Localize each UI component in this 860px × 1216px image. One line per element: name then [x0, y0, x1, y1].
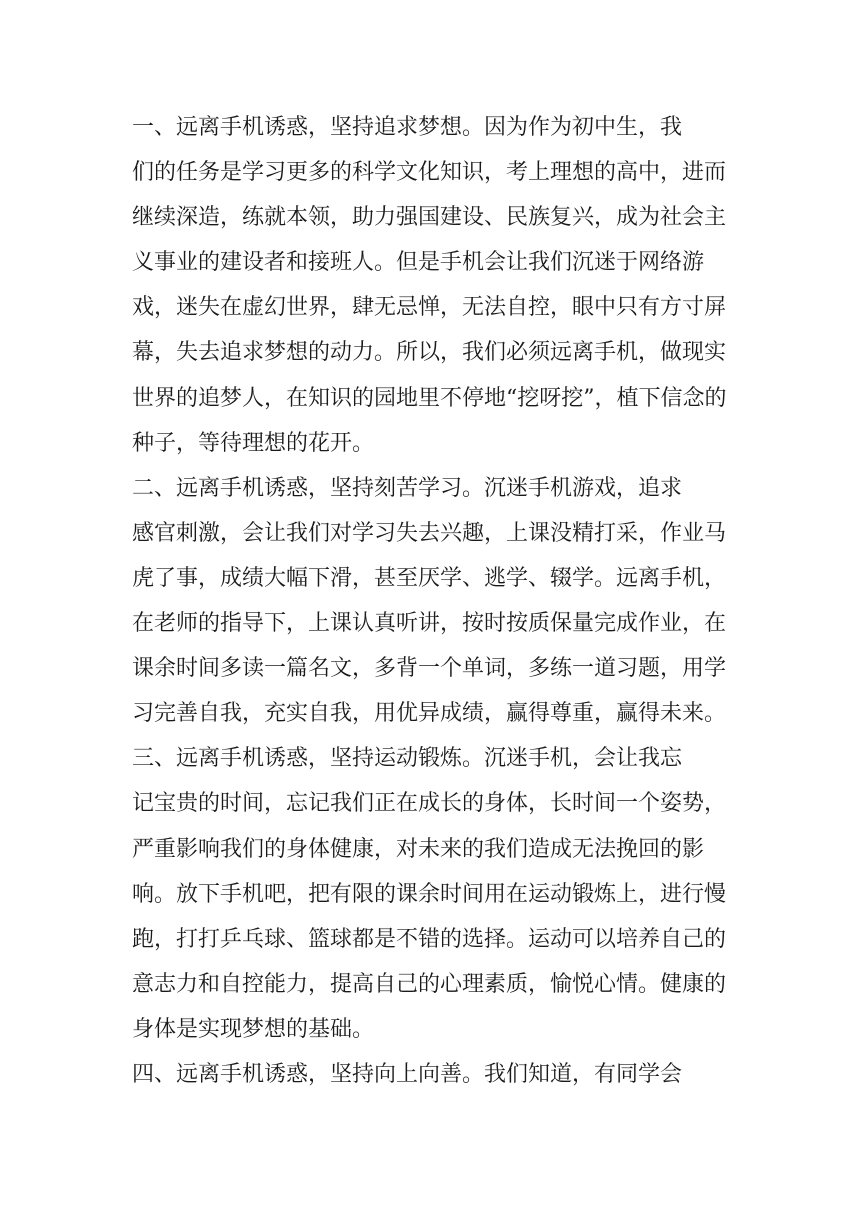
- text-line: 严重影响我们的身体健康，对未来的我们造成无法挽回的影: [132, 836, 705, 862]
- text-line: 课余时间多读一篇名文，多背一个单词，多练一道习题，用学: [132, 656, 727, 682]
- text-line: 习完善自我，充实自我，用优异成绩，赢得尊重，赢得未来。: [132, 701, 727, 727]
- text-line: 虎了事，成绩大幅下滑，甚至厌学、逃学、辍学。远离手机，: [132, 565, 727, 591]
- text-line: 响。放下手机吧，把有限的课余时间用在运动锻炼上，进行慢: [132, 881, 727, 907]
- text-line: 一、远离手机诱惑，坚持追求梦想。因为作为初中生，我: [132, 115, 683, 140]
- text-line: 幕，失去追求梦想的动力。所以，我们必须远离手机，做现实: [132, 340, 727, 366]
- text-line: 继续深造，练就本领，助力强国建设、民族复兴，成为社会主: [132, 205, 727, 231]
- text-line: 四、远离手机诱惑，坚持向上向善。我们知道，有同学会: [132, 1061, 683, 1087]
- text-line: 身体是实现梦想的基础。: [132, 1016, 375, 1042]
- text-line: 种子，等待理想的花开。: [132, 430, 375, 456]
- text-line: 世界的追梦人，在知识的园地里不停地“挖呀挖”，植下信念的: [132, 385, 727, 411]
- text-line: 们的任务是学习更多的科学文化知识，考上理想的高中，进而: [132, 160, 727, 186]
- text-line: 戏，迷失在虚幻世界，肆无忌惮，无法自控，眼中只有方寸屏: [132, 295, 727, 321]
- text-line: 义事业的建设者和接班人。但是手机会让我们沉迷于网络游: [132, 250, 705, 276]
- text-line: 感官刺激，会让我们对学习失去兴趣，上课没精打采，作业马: [132, 520, 727, 546]
- text-line: 记宝贵的时间，忘记我们正在成长的身体，长时间一个姿势，: [132, 791, 727, 817]
- text-line: 二、远离手机诱惑，坚持刻苦学习。沉迷手机游戏，追求: [132, 475, 683, 501]
- text-line: 意志力和自控能力，提高自己的心理素质，愉悦心情。健康的: [132, 971, 727, 997]
- text-line: 三、远离手机诱惑，坚持运动锻炼。沉迷手机，会让我忘: [132, 746, 683, 772]
- document-body: [132, 105, 732, 1097]
- text-line: 在老师的指导下，上课认真听讲，按时按质保量完成作业，在: [132, 611, 727, 637]
- text-line: 跑，打打乒乓球、篮球都是不错的选择。运动可以培养自己的: [132, 926, 727, 952]
